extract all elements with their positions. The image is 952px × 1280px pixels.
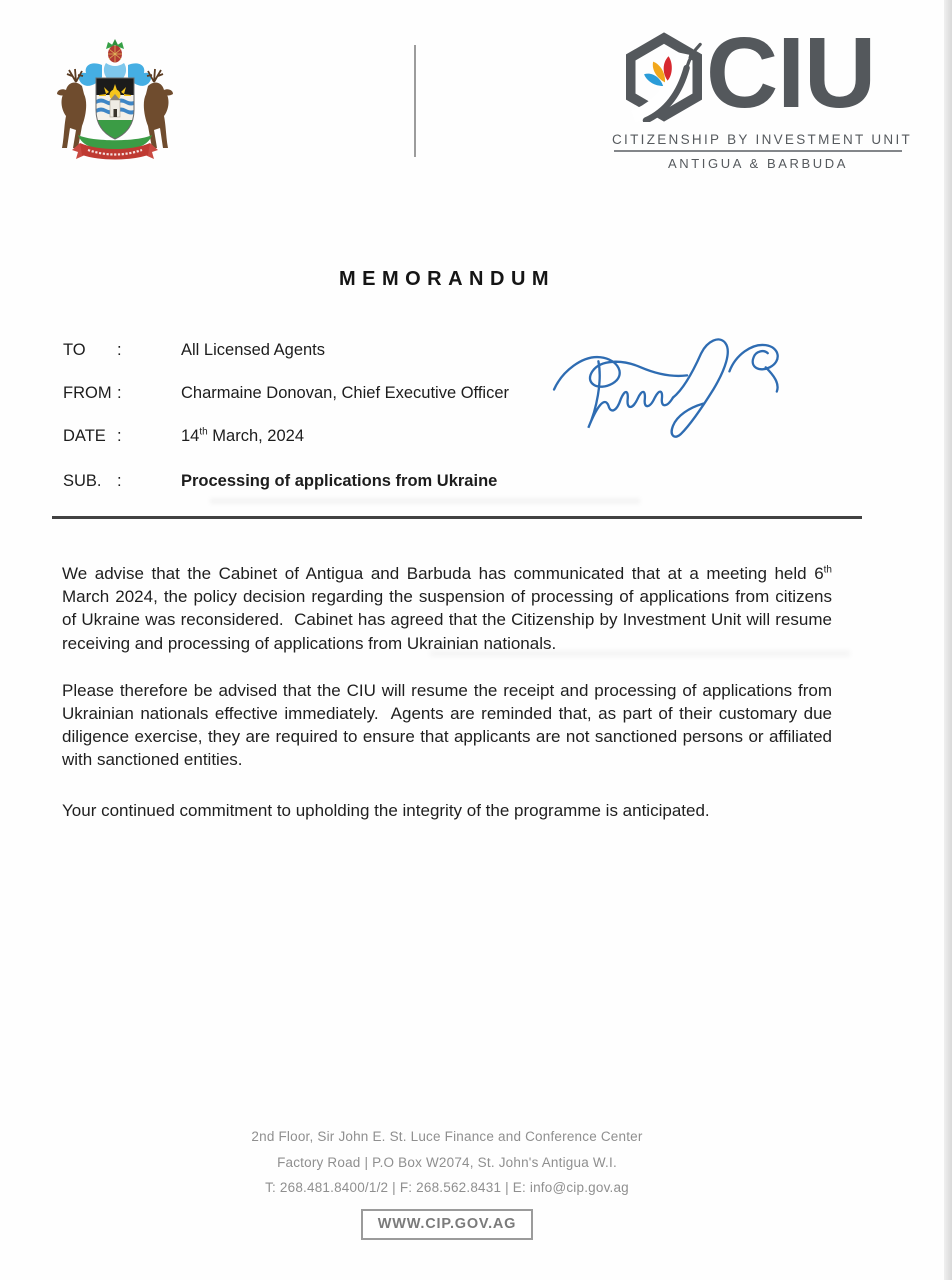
field-value: Charmaine Donovan, Chief Executive Officer <box>181 384 510 402</box>
field-colon: : <box>117 384 122 402</box>
footer-address-line-1: 2nd Floor, Sir John E. St. Luce Finance and Conference Center <box>251 1129 643 1144</box>
footer-contact-line: T: 268.481.8400/1/2 | F: 268.562.8431 | E: info@cip.gov.ag <box>265 1180 629 1195</box>
photo-edge-strip <box>944 0 952 1280</box>
antigua-barbuda-coat-of-arms-icon <box>52 38 178 164</box>
ciu-unit-name: CITIZENSHIP BY INVESTMENT UNIT <box>612 132 913 147</box>
field-value: All Licensed Agents <box>181 341 326 359</box>
scan-artifact <box>430 650 850 657</box>
field-label: DATE <box>63 427 106 445</box>
footer <box>62 1124 832 1240</box>
ciu-wordmark: CIU <box>706 17 876 129</box>
body-paragraph-2: Please therefore be advised that the CIU will resume the receipt and processing of applications from Ukrainian nationals effective immediately. Agents are reminded that, as part of their customary due diligence exercise, they are required to ensure that applicants are not sanctioned persons or affiliated with sanctioned entities. <box>62 680 832 770</box>
memo-title: MEMORANDUM <box>338 268 556 290</box>
field-label: FROM <box>63 384 112 402</box>
ciu-country-name: ANTIGUA & BARBUDA <box>667 156 848 171</box>
website-badge: WWW.CIP.GOV.AG <box>361 1209 534 1241</box>
scan-artifact <box>210 498 640 504</box>
ciu-hexagon-icon <box>626 32 702 122</box>
field-label: TO <box>63 341 86 359</box>
field-value: Processing of applications from Ukraine <box>181 472 498 490</box>
field-colon: : <box>117 427 122 445</box>
ceo-signature <box>548 330 800 448</box>
memo-field-subject <box>63 470 863 492</box>
memo-body <box>62 562 832 846</box>
ciu-logo-rule <box>614 150 902 152</box>
field-value: 14th March, 2024 <box>181 426 305 445</box>
header-divider <box>414 45 416 157</box>
field-colon: : <box>117 341 122 359</box>
field-colon: : <box>117 472 122 490</box>
body-paragraph-1: We advise that the Cabinet of Antigua and Barbuda has communicated that at a meeting held 6th March 2024, the policy decision regarding the suspension of processing of applications from citizens of Ukraine was reconsidered. Cabinet has agreed that the Citizenship by Investment Unit will resume receiving and processing of applications from Ukrainian nationals. <box>62 564 832 653</box>
field-label: SUB. <box>63 472 102 490</box>
body-paragraph-3: Your continued commitment to upholding the integrity of the programme is anticipated. <box>62 800 710 820</box>
memo-separator-rule <box>52 516 862 519</box>
footer-address-line-2: Factory Road | P.O Box W2074, St. John's Antigua W.I. <box>277 1154 617 1170</box>
ciu-logo-block <box>612 17 913 171</box>
